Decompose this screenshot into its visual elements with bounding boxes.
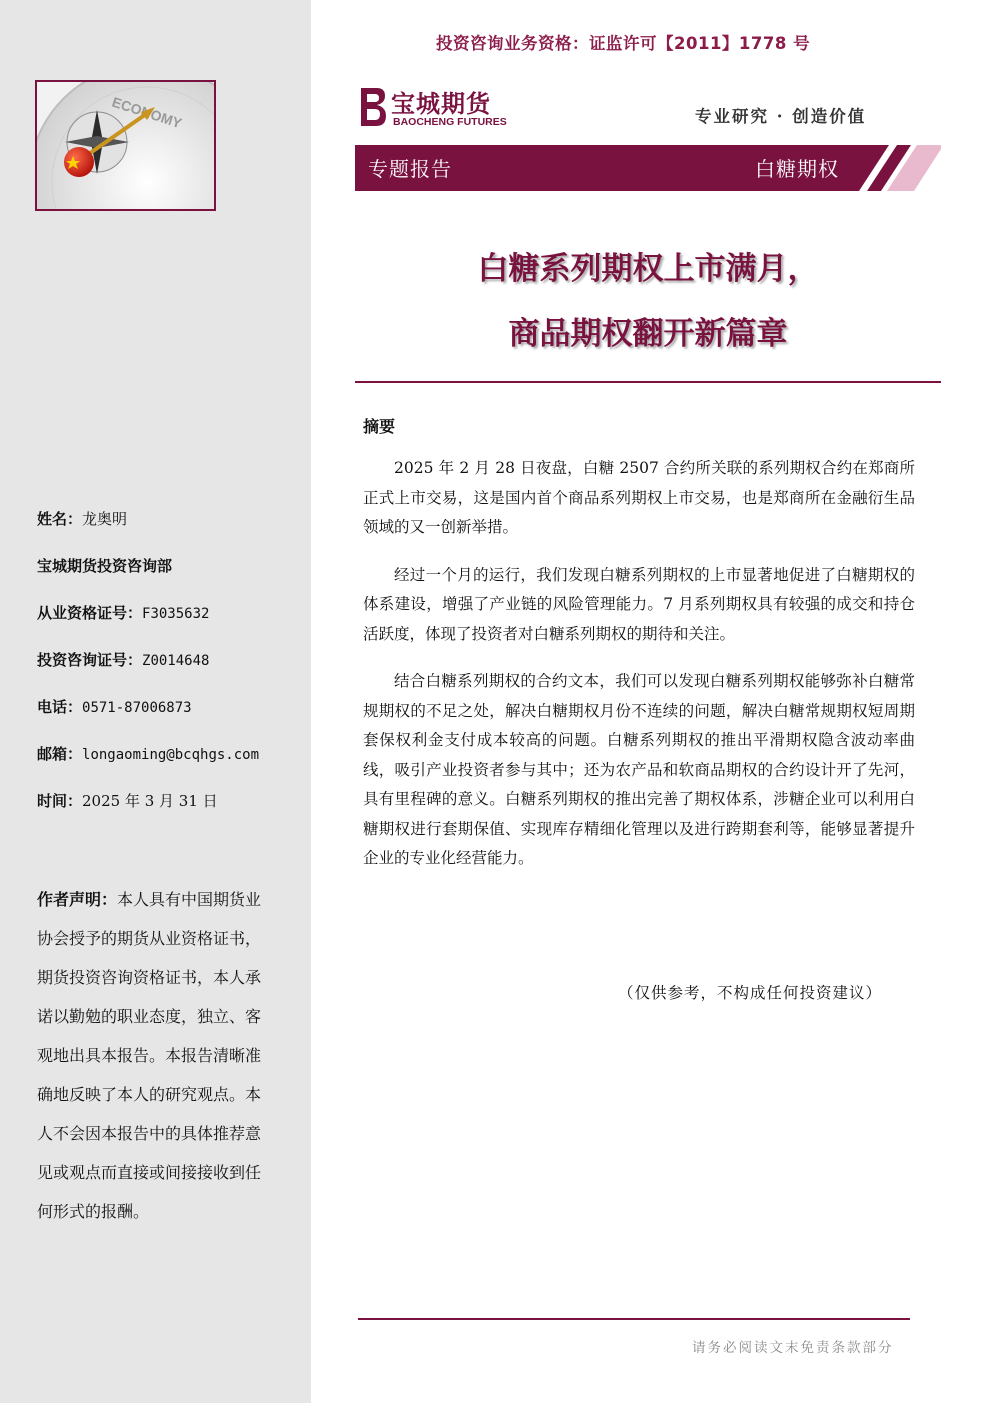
report-title-line1: 白糖系列期权上市满月， — [477, 251, 819, 287]
cover-image — [35, 80, 216, 211]
banner-topic: 白糖期权 — [755, 157, 839, 181]
report-title-line2: 商品期权翻开新篇章 — [508, 316, 788, 352]
abstract-paragraph: 结合白糖系列期权的合约文本，我们可以发现白糖系列期权能够弥补白糖常规期权的不足之处，解决白糖期权月份不连续的问题，解决白糖常规期权短周期套保权利金支付成本较高的问题。白糖系列期权的推出平滑期权隐含波动率曲线，吸引产业投资者参与其中；还为农产品和软商品期权的合约设计开了先河，具有里程碑的意义。白糖系列期权的推出完善了期权体系，涉糖企业可以利用白糖期权进行套期保值、实现库存精细化管理以及进行跨期套利等，能够显著提升企业的专业化经营能力。 — [363, 672, 915, 867]
slogan: 专业研究 · 创造价值 — [695, 107, 867, 126]
abstract-paragraph: 经过一个月的运行，我们发现白糖系列期权的上市显著地促进了白糖期权的体系建设，增强了产业链的风险管理能力。7 月系列期权具有较强的成交和持仓活跃度，体现了投资者对白糖系列期权的期待和关注。 — [363, 565, 915, 643]
banner-category: 专题报告 — [368, 157, 452, 181]
advisory-number: Z0014648 — [142, 653, 210, 669]
email-label: 邮箱： — [37, 745, 83, 763]
company-logo — [355, 84, 525, 132]
compass-illustration — [37, 82, 214, 209]
author-name-row — [37, 505, 287, 552]
title-divider — [355, 381, 941, 383]
date-row — [37, 787, 287, 834]
cert-row — [37, 599, 287, 646]
report-date: 2025 年 3 月 31 日 — [82, 792, 218, 810]
investment-disclaimer: （仅供参考，不构成任何投资建议） — [618, 984, 883, 1002]
advisory-row — [37, 646, 287, 693]
advisory-label: 投资咨询证号： — [37, 651, 143, 669]
cert-number: F3035632 — [142, 606, 210, 622]
footer-note: 请务必阅读文末免责条款部分 — [692, 1340, 894, 1356]
phone-row — [37, 693, 287, 740]
sidebar — [0, 0, 311, 1403]
abstract-paragraph: 2025 年 2 月 28 日夜盘，白糖 2507 合约所关联的系列期权合约在郑商所正式上市交易，这是国内首个商品系列期权上市交易，也是郑商所在金融衍生品领域的又一创新举措。 — [363, 459, 915, 536]
author-department: 宝城期货投资咨询部 — [37, 557, 173, 575]
author-name: 龙奥明 — [82, 510, 128, 528]
author-info — [37, 505, 287, 834]
logo-mark-icon — [355, 84, 389, 130]
date-label: 时间： — [37, 792, 83, 810]
author-name-label: 姓名： — [37, 510, 83, 528]
phone-label: 电话： — [37, 698, 83, 716]
abstract-heading: 摘要 — [363, 417, 396, 436]
footer-divider — [358, 1318, 910, 1320]
logo-chinese: 宝城期货 — [391, 89, 491, 118]
cert-label: 从业资格证号： — [37, 604, 143, 622]
email-row — [37, 740, 287, 787]
license-line: 投资咨询业务资格：证监许可【2011】1778 号 — [436, 34, 811, 53]
statement-label: 作者声明： — [37, 890, 118, 909]
abstract-body — [363, 454, 915, 892]
statement-text: 本人具有中国期货业协会授予的期货从业资格证书，期货投资咨询资格证书，本人承诺以勤勉的职业态度，独立、客观地出具本报告。本报告清晰准确地反映了本人的研究观点。本人不会因本报告中的具体推荐意见或观点而直接或间接接收到任何形式的报酬。 — [37, 890, 262, 1221]
author-statement — [37, 880, 269, 1231]
email-address: longaoming@bcqhgs.com — [82, 747, 260, 763]
report-banner — [355, 145, 941, 191]
phone-number: 0571-87006873 — [82, 700, 192, 716]
logo-english: BAOCHENG FUTURES — [393, 116, 507, 128]
